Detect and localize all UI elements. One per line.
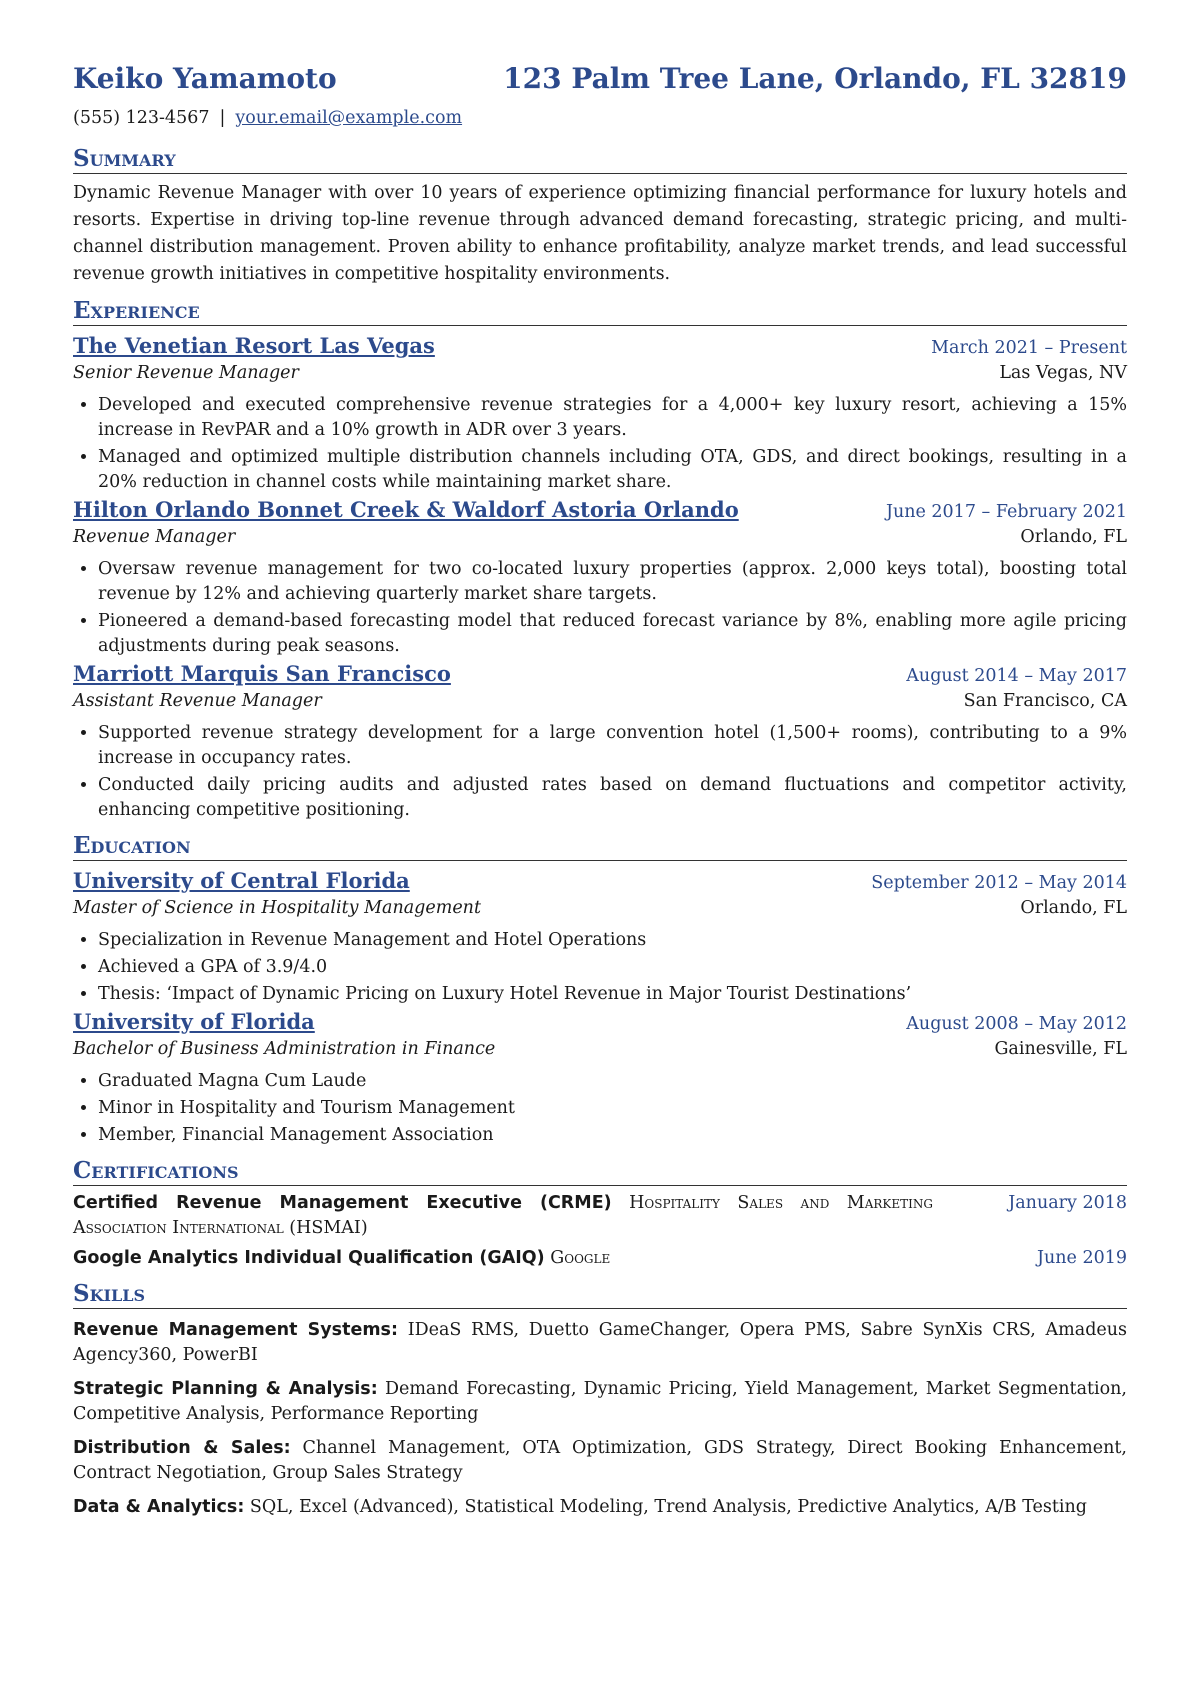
list-item: • Graduated Magna Cum Laude <box>98 1069 1127 1094</box>
list-item: • Minor in Hospitality and Tourism Management <box>98 1096 1127 1121</box>
bullet-list <box>73 393 1127 495</box>
list-item: • Managed and optimized multiple distribution channels including OTA, GDS, and direct bookings, resulting in a 20% reduction in channel costs while maintaining market share. <box>98 445 1127 495</box>
employer-name[interactable]: Marriott Marquis San Francisco <box>73 661 451 686</box>
experience-entry <box>73 497 1127 659</box>
job-title: Senior Revenue Manager <box>73 363 299 383</box>
skill-values: Channel Management, OTA Optimization, GDS Strategy, Direct Booking Enhancement, Contract Negotiation, Group Sales Strategy <box>73 1438 1127 1483</box>
education-entry <box>73 868 1127 1007</box>
candidate-name: Keiko Yamamoto <box>73 62 337 95</box>
education-entry <box>73 1009 1127 1148</box>
skill-values: Demand Forecasting, Dynamic Pricing, Yield Management, Market Segmentation, Competitive Analysis, Performance Reporting <box>73 1379 1127 1424</box>
bullet-list <box>73 928 1127 1007</box>
list-item: • Thesis: ‘Impact of Dynamic Pricing on Luxury Hotel Revenue in Major Tourist Destinations’ <box>98 982 1127 1007</box>
resume-page <box>73 62 1127 1520</box>
skill-group <box>73 1318 1127 1368</box>
summary-text: Dynamic Revenue Manager with over 10 years of experience optimizing financial performance for luxury hotels and resorts. Expertise in driving top-line revenue through advanced demand forecasting, strategic pricing, and multi-channel distribution management. Proven ability to enhance profitability, analyze market trends, and lead successful revenue growth initiatives in competitive hospitality environments. <box>73 183 1127 284</box>
skill-values: SQL, Excel (Advanced), Statistical Modeling, Trend Analysis, Predictive Analytics, A/B Testing <box>249 1497 1087 1517</box>
employer-name[interactable]: The Venetian Resort Las Vegas <box>73 333 435 358</box>
education-heading: Education <box>73 833 1127 861</box>
skill-values: IDeaS RMS, Duetto GameChanger, Opera PMS, Sabre SynXis CRS, Amadeus Agency360, PowerBI <box>73 1320 1128 1365</box>
school-location: Orlando, FL <box>1020 898 1127 918</box>
employment-dates: June 2017 – February 2021 <box>885 502 1127 522</box>
list-item: • Pioneered a demand-based forecasting model that reduced forecast variance by 8%, enabling more agile pricing adjustments during peak seasons. <box>98 609 1127 659</box>
certification-date: January 2018 <box>1008 1193 1127 1213</box>
experience-entry <box>73 333 1127 495</box>
skill-group <box>73 1436 1127 1486</box>
contact-line <box>73 108 1127 136</box>
job-location: San Francisco, CA <box>963 691 1127 711</box>
certifications-heading: Certifications <box>73 1158 1127 1186</box>
list-item: • Achieved a GPA of 3.9/4.0 <box>98 955 1127 980</box>
skill-group <box>73 1377 1127 1427</box>
skills-heading: Skills <box>73 1281 1127 1309</box>
list-item: • Oversaw revenue management for two co-located luxury properties (approx. 2,000 keys total), boosting total revenue by 12% and achieving quarterly market share targets. <box>98 557 1127 607</box>
certification-item <box>73 1191 1127 1241</box>
certification-name: Google Analytics Individual Qualification (GAIQ) <box>73 1248 545 1268</box>
experience-entry <box>73 661 1127 823</box>
skill-label: Strategic Planning & Analysis: <box>73 1379 378 1399</box>
school-location: Gainesville, FL <box>994 1039 1127 1059</box>
employment-dates: August 2014 – May 2017 <box>906 666 1127 686</box>
education-dates: August 2008 – May 2012 <box>906 1014 1127 1034</box>
school-name[interactable]: University of Central Florida <box>73 868 410 893</box>
certification-issuer: Hospitality Sales and Marketing Association International (HSMAI) <box>73 1193 933 1238</box>
degree: Bachelor of Business Administration in Finance <box>73 1039 496 1059</box>
job-location: Las Vegas, NV <box>999 363 1127 383</box>
certification-date: June 2019 <box>1036 1248 1127 1268</box>
skill-group <box>73 1495 1127 1520</box>
employment-dates: March 2021 – Present <box>931 338 1127 358</box>
certification-name: Certified Revenue Management Executive (CRME) <box>73 1193 612 1213</box>
skill-label: Data & Analytics: <box>73 1497 245 1517</box>
school-name[interactable]: University of Florida <box>73 1009 315 1034</box>
address: 123 Palm Tree Lane, Orlando, FL 32819 <box>503 62 1127 95</box>
job-title: Revenue Manager <box>73 527 236 547</box>
summary-heading: Summary <box>73 146 1127 174</box>
skill-label: Distribution & Sales: <box>73 1438 291 1458</box>
list-item: • Conducted daily pricing audits and adjusted rates based on demand fluctuations and competitor activity, enhancing competitive positioning. <box>98 773 1127 823</box>
experience-heading: Experience <box>73 298 1127 326</box>
list-item: • Supported revenue strategy development for a large convention hotel (1,500+ rooms), contributing to a 9% increase in occupancy rates. <box>98 721 1127 771</box>
bullet-list <box>73 557 1127 659</box>
list-item: • Member, Financial Management Association <box>98 1123 1127 1148</box>
degree: Master of Science in Hospitality Management <box>73 898 481 918</box>
certification-item <box>73 1246 1127 1271</box>
bullet-list <box>73 1069 1127 1148</box>
list-item: • Developed and executed comprehensive revenue strategies for a 4,000+ key luxury resort, achieving a 15% increase in RevPAR and a 10% growth in ADR over 3 years. <box>98 393 1127 443</box>
bullet-list <box>73 721 1127 823</box>
email-link[interactable]: your.email@example.com <box>235 108 463 128</box>
header <box>73 62 1127 106</box>
phone: (555) 123-4567 <box>73 108 210 128</box>
skill-label: Revenue Management Systems: <box>73 1320 398 1340</box>
education-dates: September 2012 – May 2014 <box>871 873 1127 893</box>
employer-name[interactable]: Hilton Orlando Bonnet Creek & Waldorf Astoria Orlando <box>73 497 739 522</box>
job-location: Orlando, FL <box>1020 527 1127 547</box>
contact-separator: | <box>219 108 226 128</box>
job-title: Assistant Revenue Manager <box>73 691 322 711</box>
list-item: • Specialization in Revenue Management and Hotel Operations <box>98 928 1127 953</box>
certification-issuer: Google <box>550 1248 611 1268</box>
